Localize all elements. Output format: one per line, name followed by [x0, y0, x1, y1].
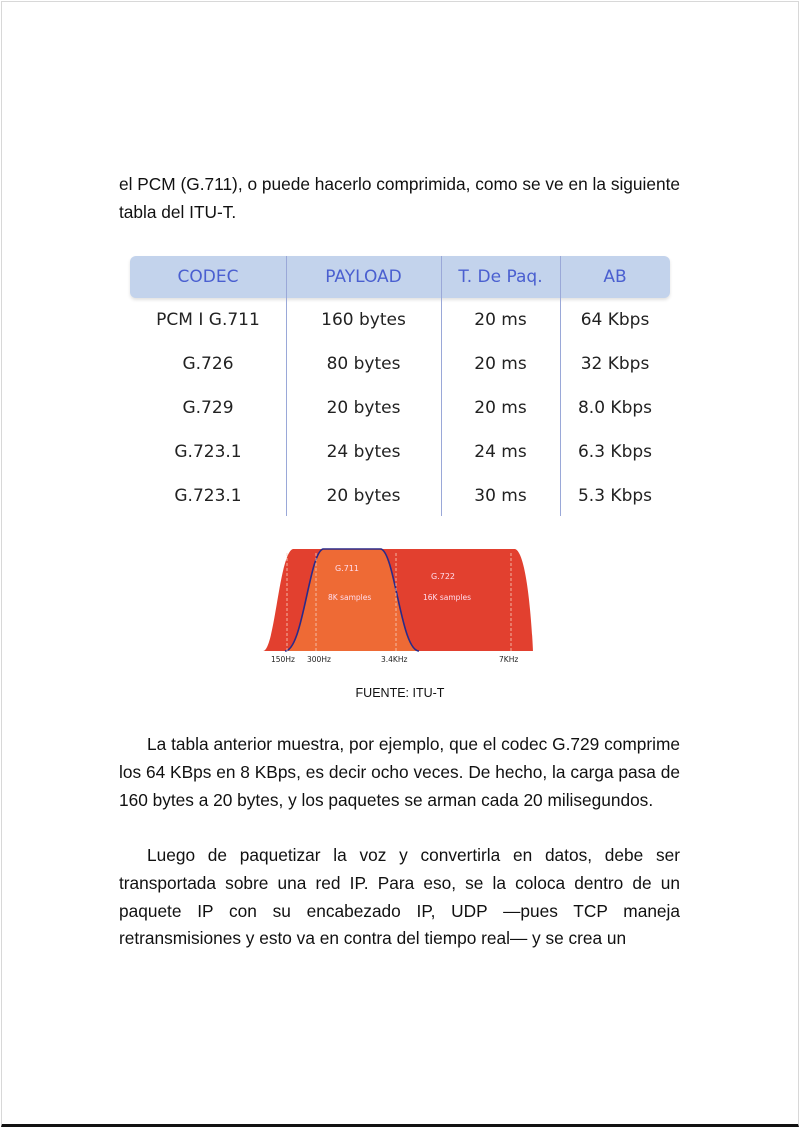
- cell-ab: 32 Kbps: [580, 354, 650, 374]
- cell-payload: 80 bytes: [326, 354, 401, 374]
- cell-payload: 20 bytes: [326, 398, 401, 418]
- cell-time: 20 ms: [474, 354, 527, 374]
- cell-time: 24 ms: [474, 442, 527, 462]
- freq-label: 150Hz: [271, 655, 295, 664]
- header-packet-time: T. De Paq.: [458, 267, 543, 287]
- cell-time: 20 ms: [474, 310, 527, 330]
- cell-codec: G.726: [182, 354, 234, 374]
- cell-time: 30 ms: [474, 486, 527, 506]
- cell-ab: 6.3 Kbps: [577, 442, 653, 462]
- table-row: [130, 430, 670, 474]
- codec-table: [130, 256, 670, 518]
- header-ab: AB: [603, 267, 627, 287]
- g711-label: G.711: [335, 564, 360, 573]
- cell-time: 20 ms: [474, 398, 527, 418]
- column-divider: [560, 256, 561, 516]
- table-header: [130, 256, 670, 298]
- column-divider: [286, 256, 287, 516]
- body-paragraph: La tabla anterior muestra, por ejemplo, que el codec G.729 comprime los 64 KBps en 8 KBps, es decir ocho veces. De hecho, la carga pasa de 160 bytes a 20 bytes, y los paquetes se arman cada 20 milisegundos.: [119, 734, 680, 810]
- table-row: [130, 386, 670, 430]
- cell-codec: PCM I G.711: [156, 310, 260, 330]
- g711-samples: 8K samples: [328, 593, 372, 602]
- cell-ab: 5.3 Kbps: [577, 486, 653, 506]
- body-paragraph: el PCM (G.711), o puede hacerlo comprimida, como se ve en la siguiente tabla del ITU-T.: [119, 174, 680, 222]
- cell-ab: 64 Kbps: [580, 310, 650, 330]
- freq-label: 3.4KHz: [381, 655, 408, 664]
- g722-label: G.722: [431, 572, 456, 581]
- header-payload: PAYLOAD: [325, 267, 402, 287]
- freq-label: 7KHz: [499, 655, 519, 664]
- cell-ab: 8.0 Kbps: [577, 398, 653, 418]
- codec-bandwidth-figure: [263, 543, 533, 668]
- cell-payload: 160 bytes: [321, 310, 406, 330]
- freq-label: 300Hz: [307, 655, 331, 664]
- g722-samples: 16K samples: [423, 593, 472, 602]
- column-divider: [441, 256, 442, 516]
- table-row: [130, 298, 670, 342]
- figure-caption: FUENTE: ITU-T: [355, 686, 445, 700]
- cell-payload: 24 bytes: [326, 442, 401, 462]
- cell-codec: G.723.1: [174, 442, 242, 462]
- cell-codec: G.723.1: [174, 486, 242, 506]
- cell-codec: G.729: [182, 398, 234, 418]
- table-row: [130, 474, 670, 518]
- cell-payload: 20 bytes: [326, 486, 401, 506]
- body-paragraph: Luego de paquetizar la voz y convertirla en datos, debe ser transportada sobre una red IP. Para eso, se la coloca dentro de un paquete IP con su encabezado IP, UDP —pues TCP maneja retransmisiones y esto va en contra del tiempo real— y se crea un: [119, 845, 680, 949]
- header-codec: CODEC: [177, 267, 239, 287]
- table-row: [130, 342, 670, 386]
